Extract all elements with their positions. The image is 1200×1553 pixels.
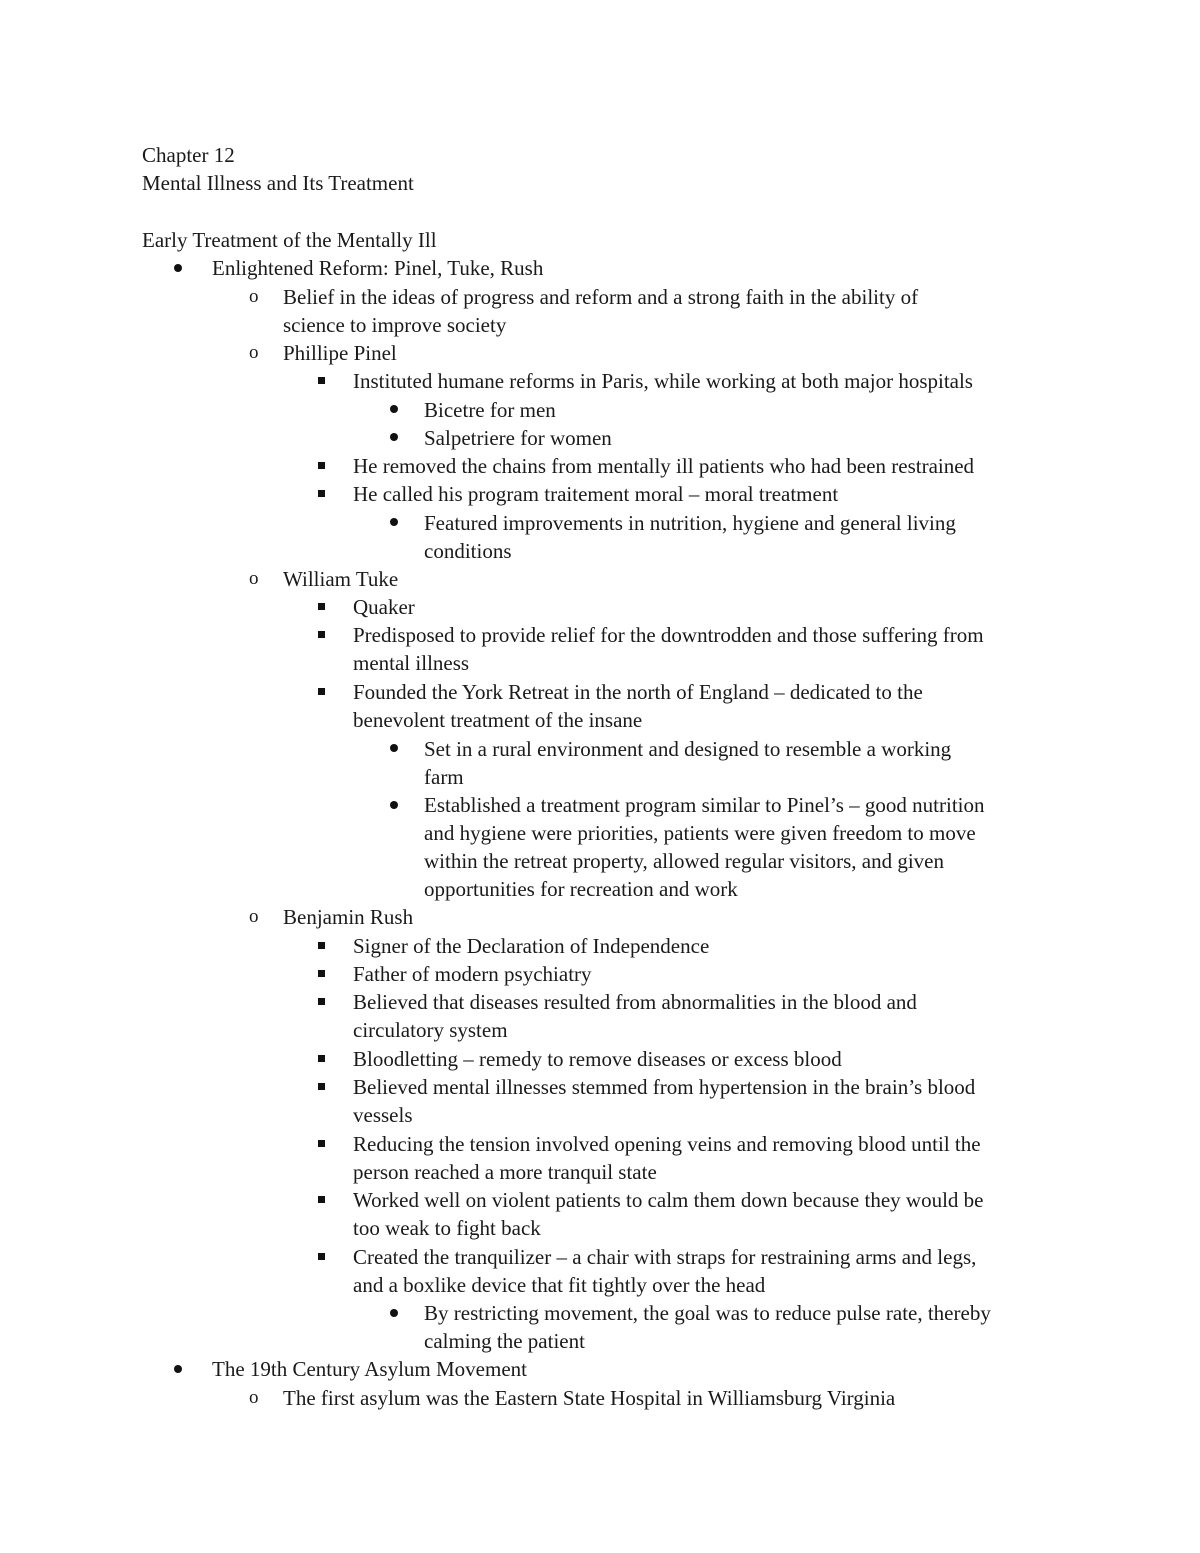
bullet-dot — [174, 1365, 182, 1373]
bullet-ring: o — [249, 286, 259, 307]
list-item-belief: Belief in the ideas of progress and reform and a strong faith in the ability of — [283, 285, 919, 309]
bullet-ring: o — [249, 568, 259, 589]
bullet-square — [318, 1196, 325, 1203]
bullet-square — [318, 603, 325, 610]
list-item-quaker: Quaker — [353, 595, 415, 619]
list-item-predisposed-cont: mental illness — [353, 651, 470, 675]
list-item-treatment-program-cont: opportunities for recreation and work — [424, 877, 738, 901]
bullet-square — [318, 462, 325, 469]
bullet-dot — [390, 744, 398, 752]
list-item-founded: Founded the York Retreat in the north of England – dedicated to the — [353, 680, 923, 704]
list-item-asylum-movement: The 19th Century Asylum Movement — [212, 1357, 527, 1381]
section-heading: Early Treatment of the Mentally Ill — [142, 228, 437, 252]
bullet-square — [318, 998, 325, 1005]
list-item-program: He called his program traitement moral – moral treatment — [353, 482, 839, 506]
list-item-restricting: By restricting movement, the goal was to reduce pulse rate, thereby — [424, 1301, 991, 1325]
list-item-tension: Reducing the tension involved opening veins and removing blood until the — [353, 1132, 981, 1156]
bullet-dot — [390, 1309, 398, 1317]
list-item-rural: Set in a rural environment and designed to resemble a working — [424, 737, 952, 761]
bullet-square — [318, 942, 325, 949]
list-item-hypertension-cont: vessels — [353, 1103, 413, 1127]
bullet-dot — [174, 264, 182, 272]
list-item-first-asylum: The first asylum was the Eastern State Hospital in Williamsburg Virginia — [283, 1386, 896, 1410]
chapter-title: Mental Illness and Its Treatment — [142, 171, 414, 195]
list-item-hypertension: Believed mental illnesses stemmed from hypertension in the brain’s blood — [353, 1075, 976, 1099]
list-item-featured: Featured improvements in nutrition, hygiene and general living — [424, 511, 956, 535]
list-item-bloodletting: Bloodletting – remedy to remove diseases or excess blood — [353, 1047, 842, 1071]
list-item-bicetre: Bicetre for men — [424, 398, 556, 422]
list-item-chains: He removed the chains from mentally ill patients who had been restrained — [353, 454, 975, 478]
bullet-dot — [390, 433, 398, 441]
bullet-square — [318, 377, 325, 384]
list-item-enlightened: Enlightened Reform: Pinel, Tuke, Rush — [212, 256, 544, 280]
list-item-treatment-program: Established a treatment program similar to Pinel’s – good nutrition — [424, 793, 985, 817]
list-item-diseases: Believed that diseases resulted from abnormalities in the blood and — [353, 990, 917, 1014]
bullet-square — [318, 1083, 325, 1090]
bullet-dot — [390, 518, 398, 526]
list-item-treatment-program-cont: and hygiene were priorities, patients were given freedom to move — [424, 821, 976, 845]
list-item-founded-cont: benevolent treatment of the insane — [353, 708, 643, 732]
bullet-ring: o — [249, 342, 259, 363]
list-item-rush: Benjamin Rush — [283, 905, 414, 929]
list-item-diseases-cont: circulatory system — [353, 1018, 508, 1042]
bullet-ring: o — [249, 906, 259, 927]
list-item-belief-cont: science to improve society — [283, 313, 507, 337]
bullet-square — [318, 1253, 325, 1260]
bullet-ring: o — [249, 1387, 259, 1408]
bullet-square — [318, 970, 325, 977]
list-item-treatment-program-cont: within the retreat property, allowed regular visitors, and given — [424, 849, 944, 873]
chapter-label: Chapter 12 — [142, 143, 235, 167]
list-item-violent: Worked well on violent patients to calm them down because they would be — [353, 1188, 984, 1212]
bullet-dot — [390, 801, 398, 809]
bullet-square — [318, 631, 325, 638]
bullet-square — [318, 688, 325, 695]
list-item-restricting-cont: calming the patient — [424, 1329, 585, 1353]
list-item-signer: Signer of the Declaration of Independence — [353, 934, 710, 958]
bullet-dot — [390, 405, 398, 413]
list-item-father: Father of modern psychiatry — [353, 962, 592, 986]
list-item-tranquilizer: Created the tranquilizer – a chair with straps for restraining arms and legs, — [353, 1245, 977, 1269]
list-item-tension-cont: person reached a more tranquil state — [353, 1160, 657, 1184]
list-item-rural-cont: farm — [424, 765, 464, 789]
list-item-tuke: William Tuke — [283, 567, 399, 591]
bullet-square — [318, 1140, 325, 1147]
list-item-tranquilizer-cont: and a boxlike device that fit tightly over the head — [353, 1273, 766, 1297]
list-item-violent-cont: too weak to fight back — [353, 1216, 541, 1240]
list-item-pinel: Phillipe Pinel — [283, 341, 397, 365]
bullet-square — [318, 490, 325, 497]
list-item-predisposed: Predisposed to provide relief for the downtrodden and those suffering from — [353, 623, 984, 647]
list-item-salpetriere: Salpetriere for women — [424, 426, 612, 450]
bullet-square — [318, 1055, 325, 1062]
list-item-featured-cont: conditions — [424, 539, 512, 563]
list-item-humane: Instituted humane reforms in Paris, while working at both major hospitals — [353, 369, 973, 393]
